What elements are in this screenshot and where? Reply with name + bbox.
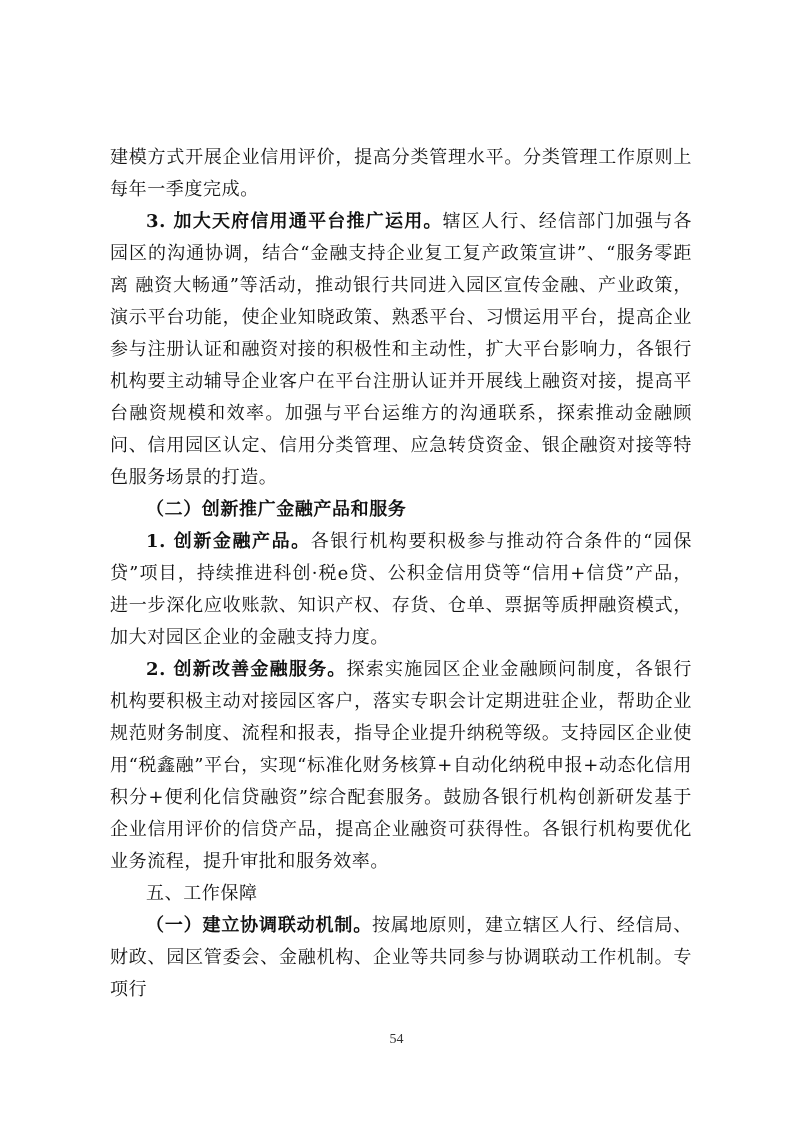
paragraph-continuation <box>110 142 692 206</box>
paragraph-text: 各银行机构要积极参与推动符合条件的“园保贷”项目，持续推进科创·税e贷、公积金信用贷等“信用+信贷”产品，进一步深化应收账款、知识产权、存货、仓单、票据等质押融资模式，加大对园区企业的金融支持力度。 <box>110 531 692 648</box>
section-heading: （二）创新推广金融产品和服务 <box>146 499 407 520</box>
paragraph-text: 辖区人行、经信部门加强与各园区的沟通协调，结合“金融支持企业复工复产政策宣讲”、“服务零距离 融资大畅通”等活动，推动银行共同进入园区宣传金融、产业政策，演示平台功能，使企业知晓政策、熟悉平台、习惯运用平台，提高企业参与注册认证和融资对接的积极性和主动性，扩大平台影响力，各银行机构要主动辅导企业客户在平台注册认证并开展线上融资对接，提高平台融资规模和效率。加强与平台运维方的沟通联系，探索推动金融顾问、信用园区认定、信用分类管理、应急转贷资金、银企融资对接等特色服务场景的打造。 <box>110 211 692 488</box>
paragraph-lead: 3. 加大天府信用通平台推广运用。 <box>146 211 443 232</box>
paragraph-lead: 1. 创新金融产品。 <box>146 531 311 552</box>
paragraph-text: 建模方式开展企业信用评价，提高分类管理水平。分类管理工作原则上每年一季度完成。 <box>110 147 692 200</box>
body-text <box>110 142 692 1006</box>
paragraph-text: 按属地原则，建立辖区人行、经信局、财政、园区管委会、金融机构、企业等共同参与协调联动工作机制。专项行 <box>110 915 692 1000</box>
paragraph-coordination-mechanism <box>110 910 692 1006</box>
section-heading-products-services <box>110 494 692 526</box>
paragraph-financial-services <box>110 654 692 878</box>
paragraph-text: 探索实施园区企业金融顾问制度，各银行机构要积极主动对接园区客户，落实专职会计定期进驻企业，帮助企业规范财务制度、流程和报表，指导企业提升纳税等级。支持园区企业使用“税鑫融”平台，实现“标准化财务核算+自动化纳税申报+动态化信用积分+便利化信贷融资”综合配套服务。鼓励各银行机构创新研发基于企业信用评价的信贷产品，提高企业融资可获得性。各银行机构要优化业务流程，提升审批和服务效率。 <box>110 659 692 872</box>
section-heading: 五、工作保障 <box>146 883 258 904</box>
paragraph-lead: （一）建立协调联动机制。 <box>146 915 373 936</box>
page-number: 54 <box>389 1032 404 1047</box>
paragraph-platform-promotion <box>110 206 692 494</box>
section-heading-work-guarantee <box>110 878 692 910</box>
paragraph-lead: 2. 创新改善金融服务。 <box>146 659 347 680</box>
paragraph-financial-products <box>110 526 692 654</box>
